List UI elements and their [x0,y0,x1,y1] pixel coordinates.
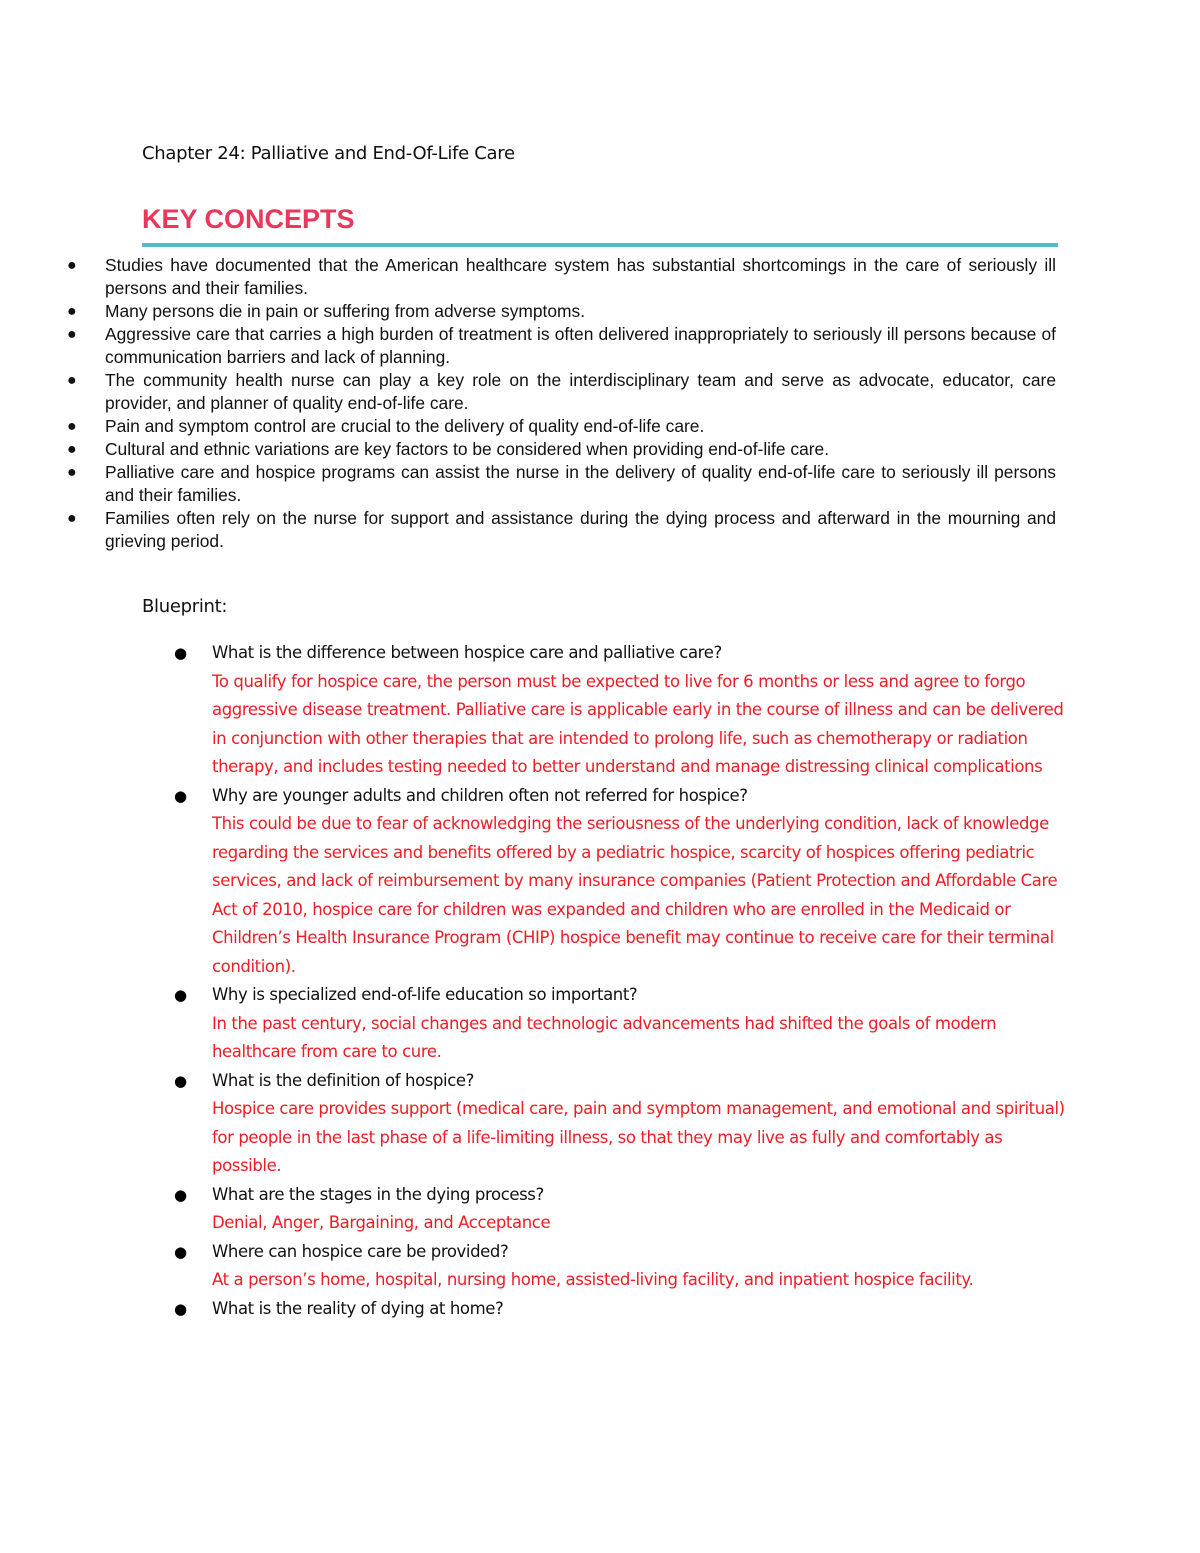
blueprint-answer: Denial, Anger, Bargaining, and Acceptance [212,1213,551,1232]
key-concepts-heading: KEY CONCEPTS [142,204,355,234]
list-item [62,300,1056,323]
heading-divider [142,243,1058,247]
blueprint-list [170,639,1070,1323]
blueprint-answer: At a person’s home, hospital, nursing home, assisted-living facility, and inpatient hospice facility. [212,1270,974,1289]
blueprint-question: What is the reality of dying at home? [212,1298,504,1318]
list-item [62,461,1056,507]
blueprint-question: What are the stages in the dying process? [212,1184,544,1204]
chapter-title: Chapter 24: Palliative and End-Of-Life Care [142,143,515,164]
bullet-icon: ● [67,418,77,435]
bullet-icon: ● [174,1071,187,1090]
bullet-icon: ● [67,372,77,389]
list-item [170,1295,1070,1324]
list-item [170,639,1070,782]
blueprint-question: What is the definition of hospice? [212,1070,474,1090]
blueprint-question: What is the difference between hospice care and palliative care? [212,643,722,662]
key-concept-text: The community health nurse can play a key role on the interdisciplinary team and serve as advocate, educator, care provider, and planner of quality end-of-life care. [105,370,1056,413]
blueprint-answer: Hospice care provides support (medical care, pain and symptom management, and emotional and spiritual) for people in the last phase of a life-limiting illness, so that they may live as fully and comfortably as possible. [212,1099,1065,1175]
bullet-icon: ● [67,303,77,320]
bullet-icon: ● [174,1299,187,1318]
list-item [62,323,1056,369]
list-item [62,507,1056,553]
blueprint-answer: In the past century, social changes and technologic advancements had shifted the goals of modern healthcare from care to cure. [212,1013,997,1061]
bullet-icon: ● [67,257,77,274]
bullet-icon: ● [67,441,77,458]
bullet-icon: ● [174,786,187,805]
key-concepts-list [62,254,1056,553]
key-concept-text: Many persons die in pain or suffering from adverse symptoms. [105,301,586,321]
key-concept-text: Studies have documented that the American healthcare system has substantial shortcomings in the care of seriously ill persons and their families. [105,255,1056,298]
list-item [62,415,1056,438]
list-item [170,1238,1070,1295]
list-item [62,254,1056,300]
bullet-icon: ● [174,1242,187,1261]
key-concept-text: Palliative care and hospice programs can assist the nurse in the delivery of quality end-of-life care to seriously ill persons and their families. [105,462,1056,505]
list-item [62,438,1056,461]
key-concept-text: Aggressive care that carries a high burden of treatment is often delivered inappropriately to seriously ill persons because of communication barriers and lack of planning. [105,324,1056,367]
key-concept-text: Pain and symptom control are crucial to the delivery of quality end-of-life care. [105,416,705,436]
list-item [170,981,1070,1067]
blueprint-question: Why are younger adults and children often not referred for hospice? [212,785,748,805]
blueprint-question: Where can hospice care be provided? [212,1241,509,1261]
bullet-icon: ● [174,644,187,662]
bullet-icon: ● [67,464,77,481]
list-item [62,369,1056,415]
key-concept-text: Families often rely on the nurse for support and assistance during the dying process and afterward in the mourning and grieving period. [105,508,1056,551]
bullet-icon: ● [67,326,77,343]
list-item [170,782,1070,982]
key-concept-text: Cultural and ethnic variations are key factors to be considered when providing end-of-life care. [105,439,830,459]
bullet-icon: ● [67,510,77,527]
blueprint-heading: Blueprint: [142,596,228,617]
list-item [170,1181,1070,1238]
blueprint-question: Why is specialized end-of-life education so important? [212,985,638,1004]
blueprint-answer: To qualify for hospice care, the person must be expected to live for 6 months or less and agree to forgo aggressive disease treatment. Palliative care is applicable early in the course of illness and can be delivered in conjunction with other therapies that are intended to prolong life, such as chemotherapy or radiation therapy, and includes testing needed to better understand and manage distressing clinical complications [212,671,1064,776]
bullet-icon: ● [174,986,187,1004]
bullet-icon: ● [174,1185,187,1204]
blueprint-answer: This could be due to fear of acknowledging the seriousness of the underlying condition, lack of knowledge regarding the services and benefits offered by a pediatric hospice, scarcity of hospices offering pediatric services, and lack of reimbursement by many insurance companies (Patient Protection and Affordable Care Act of 2010, hospice care for children was expanded and children who are enrolled in the Medicaid or Children’s Health Insurance Program (CHIP) hospice benefit may continue to receive care for their terminal condition). [212,814,1058,976]
list-item [170,1067,1070,1181]
